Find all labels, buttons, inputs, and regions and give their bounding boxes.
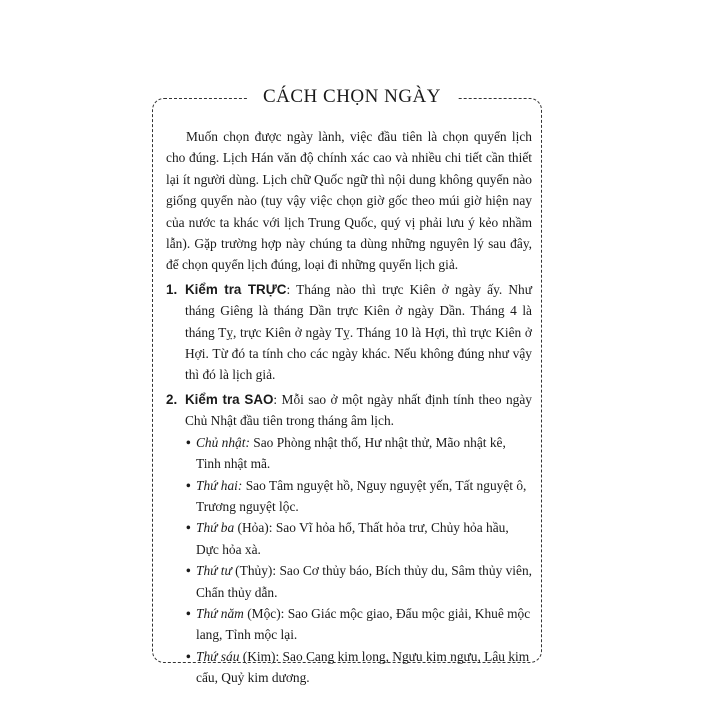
section-1-text: : Tháng nào thì trực Kiên ở ngày ấy. Như tháng Giêng là tháng Dần trực Kiên ở ngày Dần. Tháng 4 là tháng Tỵ, trực Kiên ở ngày Tỵ. Tháng 10 là Hợi, thì trực Kiên ở Hợi. Từ đó ta tính cho các ngày khác. Nếu không đúng như vậy thì đó là lịch giả. bbox=[185, 281, 532, 383]
section-2-text: : Mỗi sao ở một ngày nhất định tính theo ngày Chủ Nhật đầu tiên trong tháng âm lịch. bbox=[185, 391, 532, 429]
page-content bbox=[166, 126, 532, 689]
section-1-heading: Kiểm tra TRỰC bbox=[185, 281, 287, 297]
list-item bbox=[186, 560, 532, 603]
section-2 bbox=[166, 389, 532, 432]
day-element: (Kim) bbox=[239, 648, 276, 664]
bullet-icon: • bbox=[186, 434, 191, 450]
day-label: Thứ hai: bbox=[196, 477, 243, 493]
list-item bbox=[186, 603, 532, 646]
bullet-icon: • bbox=[186, 648, 191, 664]
section-2-number: 2. bbox=[166, 391, 178, 407]
title-wrap bbox=[0, 86, 704, 108]
list-item bbox=[186, 432, 532, 475]
bullet-icon: • bbox=[186, 520, 191, 536]
day-element: (Hỏa) bbox=[234, 520, 269, 536]
section-1 bbox=[166, 279, 532, 386]
day-text: : Sao Cơ thủy báo, Bích thủy du, Sâm thủy viên, Chẩn thủy dẫn. bbox=[196, 563, 533, 600]
day-text: : Sao Vĩ hỏa hổ, Thất hỏa trư, Chủy hỏa hầu, Dực hỏa xà. bbox=[196, 520, 509, 557]
section-2-heading: Kiểm tra SAO bbox=[185, 391, 274, 407]
day-label: Thứ tư bbox=[196, 563, 232, 579]
bullet-icon: • bbox=[186, 605, 191, 621]
section-1-body bbox=[185, 279, 532, 386]
day-text: Sao Phòng nhật thố, Hư nhật thử, Mão nhật kê, Tinh nhật mã. bbox=[196, 434, 506, 472]
list-item bbox=[186, 475, 532, 518]
day-element: (Thủy) bbox=[231, 563, 273, 579]
day-label: Thứ năm bbox=[196, 605, 244, 621]
bullet-icon: • bbox=[186, 563, 191, 579]
section-1-number: 1. bbox=[166, 281, 178, 297]
day-label: Thứ sáu bbox=[196, 648, 240, 664]
day-element: (Mộc) bbox=[243, 605, 281, 621]
day-label: Thứ ba bbox=[196, 520, 235, 536]
intro-paragraph: Muốn chọn được ngày lành, việc đầu tiên là chọn quyển lịch cho đúng. Lịch Hán văn độ chính xác cao và nhiều chi tiết cần thiết lại ít người dùng. Lịch chữ Quốc ngữ thì nội dung không quyển nào giống quyển nào (tuy vậy việc chọn giờ gốc theo múi giờ hiện nay của nước ta khác với lịch Trung Quốc, quý vị phải lưu ý kẻo nhầm lẫn). Gặp trường hợp này chúng ta dùng những nguyên lý sau đây, để chọn quyển lịch đúng, loại đi những quyển lịch giả. bbox=[166, 129, 532, 273]
section-2-body bbox=[185, 389, 532, 432]
page-title: CÁCH CHỌN NGÀY bbox=[247, 86, 457, 108]
list-item bbox=[186, 517, 532, 560]
day-text: : Sao Giác mộc giao, Đẩu mộc giải, Khuê mộc lang, Tỉnh mộc lại. bbox=[196, 605, 531, 643]
day-label: Chủ nhật: bbox=[196, 434, 250, 450]
list-item bbox=[186, 646, 532, 689]
day-text: : Sao Cang kim long, Ngưu kim ngưu, Lâu kim cẩu, Quỷ kim dương. bbox=[196, 648, 530, 686]
day-text: Sao Tâm nguyệt hồ, Nguy nguyệt yến, Tất nguyệt ô, Trương nguyệt lộc. bbox=[196, 477, 527, 514]
bullet-icon: • bbox=[186, 477, 191, 493]
